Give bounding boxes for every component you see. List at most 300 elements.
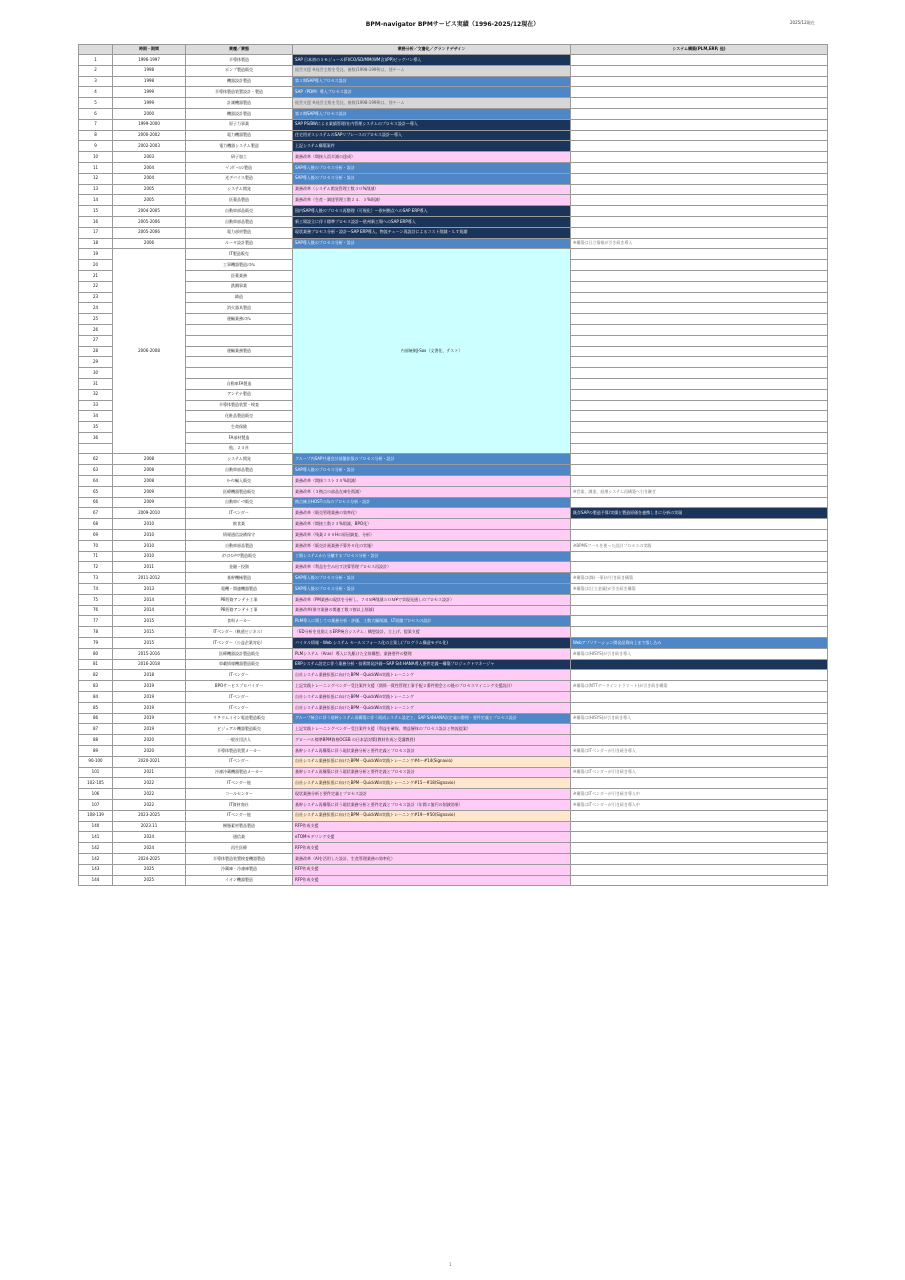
row-number: 63 xyxy=(79,465,113,476)
row-system: ※構築は(株)一事)が引き続き構築 xyxy=(571,573,828,584)
row-industry: ビジュアル機器製造販売 xyxy=(186,724,293,735)
row-number: 74 xyxy=(79,584,113,595)
row-work: RFP作成支援 xyxy=(293,875,571,886)
row-industry: 計測機器製造 xyxy=(186,98,293,109)
row-period: 2018 xyxy=(113,670,186,681)
row-industry: ｶｰﾃﾝ輸入販売 xyxy=(186,476,293,487)
row-number: 64 xyxy=(79,476,113,487)
row-work: 業務改革（システム開発管理工数３０%削減） xyxy=(293,184,571,195)
row-system xyxy=(571,184,828,195)
page-date: 2025/12現在 xyxy=(790,20,815,25)
row-period: 2024-2025 xyxy=(113,853,186,864)
table-row xyxy=(79,249,828,260)
row-number: 142 xyxy=(79,843,113,854)
row-period: 1996-1997 xyxy=(113,55,186,66)
row-industry: 車載情報機器製造販売 xyxy=(186,659,293,670)
row-industry: 冷蔵庫・冷凍庫製造 xyxy=(186,864,293,875)
row-work: 上記実践トレーニングベンダー受注案件支援（利益を確保、増益層体のプロセス設計と物流提案） xyxy=(293,724,571,735)
row-number: 66 xyxy=(79,497,113,508)
row-work: 基幹システム再構築に伴う現状業務分析と要件定義とプロセス設計（年間２億円の削減効果） xyxy=(293,799,571,810)
row-system: ※構築はITベンダーが引き続き導入中 xyxy=(571,799,828,810)
table-row xyxy=(79,173,828,184)
row-industry: 自動車FA製造 xyxy=(186,378,293,389)
table-row xyxy=(79,55,828,66)
row-work: 経営支援 ※経営全般を受託、複数(1998-1999)は、別チーム xyxy=(293,98,571,109)
row-period: 2005 xyxy=(113,195,186,206)
row-system xyxy=(571,119,828,130)
row-system xyxy=(571,875,828,886)
row-period: 2019 xyxy=(113,692,186,703)
row-industry: ITベンダー xyxy=(186,756,293,767)
row-industry: 自動車部品製造 xyxy=(186,540,293,551)
row-system xyxy=(571,530,828,541)
table-row xyxy=(79,465,828,476)
row-number: 141 xyxy=(79,832,113,843)
row-work: 工場システムから分離するプロセス分析・設計 xyxy=(293,551,571,562)
row-work: 現状業務分析と要件定義とプロセス設計 xyxy=(293,789,571,800)
row-number: 29 xyxy=(79,357,113,368)
row-industry: 原子力事業 xyxy=(186,119,293,130)
row-industry: 自動車部品製造 xyxy=(186,465,293,476)
row-number: 12 xyxy=(79,173,113,184)
row-industry: 他、２５社 xyxy=(186,443,293,454)
row-period: 2010 xyxy=(113,519,186,530)
row-period: 2021 xyxy=(113,767,186,778)
row-industry: 食料メーカー xyxy=(186,616,293,627)
row-system xyxy=(571,108,828,119)
table-row xyxy=(79,638,828,649)
table-row xyxy=(79,238,828,249)
row-industry: 半導体製造装置検査機器製造 xyxy=(186,853,293,864)
header-system: システム構築(PLM,ERP, 他) xyxy=(571,45,828,55)
row-period: 2005-2006 xyxy=(113,227,186,238)
table-row xyxy=(79,832,828,843)
row-system: 既存SAPの製造予算/実績と製造原価を連携しきに分析の実現 xyxy=(571,508,828,519)
row-work: SAP導入後のプロセス分析・設計 xyxy=(293,573,571,584)
row-system: Webアプリケーション開発品質向上まで落し込み xyxy=(571,638,828,649)
row-period: 2022 xyxy=(113,789,186,800)
page-number: 1 xyxy=(449,1262,452,1267)
row-period: 2020 xyxy=(113,735,186,746)
row-industry: ITベンダー（軌道ビジネス） xyxy=(186,627,293,638)
row-system xyxy=(571,400,828,411)
row-work: PLMシステム（Aras）導入に先駆けた全体構想、業務要件の整理 xyxy=(293,648,571,659)
table-row xyxy=(79,184,828,195)
row-industry: 再生医療 xyxy=(186,843,293,854)
row-number: 26 xyxy=(79,324,113,335)
table-row xyxy=(79,659,828,670)
row-industry xyxy=(186,357,293,368)
row-industry: 運輸業務ｼｽﾃﾑ xyxy=(186,314,293,325)
row-period: 2015 xyxy=(113,638,186,649)
row-system: ※構築は(NTTデータイントラマート)が引き続き構築 xyxy=(571,681,828,692)
row-work: 業務改革（間接コスト３０%削減） xyxy=(293,476,571,487)
row-system: ※構築はITベンダーが引き続き導入 xyxy=(571,746,828,757)
row-period: 2008 xyxy=(113,454,186,465)
row-industry: 医薬品製造 xyxy=(186,195,293,206)
row-industry: ｵﾌｨｽｲﾝﾃﾘｱ製造販売 xyxy=(186,551,293,562)
row-industry: 消火器具製造 xyxy=(186,303,293,314)
row-number: 62 xyxy=(79,454,113,465)
row-period: 2015 xyxy=(113,616,186,627)
row-period: 2014 xyxy=(113,605,186,616)
row-number: 102-105 xyxy=(79,778,113,789)
row-number: 3 xyxy=(79,76,113,87)
row-period: 2004 xyxy=(113,173,186,184)
row-system xyxy=(571,260,828,271)
row-period: 2008 xyxy=(113,465,186,476)
table-row xyxy=(79,141,828,152)
row-number: 25 xyxy=(79,314,113,325)
row-industry: 自動車ﾊﾟｰﾂ販売 xyxy=(186,497,293,508)
row-industry: 一般社団法人 xyxy=(186,735,293,746)
row-industry: 研子加工 xyxy=(186,152,293,163)
row-industry: 金融・投資 xyxy=(186,562,293,573)
row-industry: 工事機器製造ｼｽﾃﾑ xyxy=(186,260,293,271)
table-row xyxy=(79,486,828,497)
table-row xyxy=(79,454,828,465)
row-work: 自社システム業務拡張に向けたBPM－QuickWin実践トレーニング xyxy=(293,702,571,713)
row-system xyxy=(571,87,828,98)
table-row xyxy=(79,227,828,238)
table-row xyxy=(79,519,828,530)
row-period: 2024 xyxy=(113,832,186,843)
row-period: 2009 xyxy=(113,497,186,508)
row-industry: FA部材製造 xyxy=(186,432,293,443)
row-system: ※構築は(日立金属)が引き続き構築 xyxy=(571,584,828,595)
row-number: 143 xyxy=(79,864,113,875)
row-number: 10 xyxy=(79,152,113,163)
row-period: 2022 xyxy=(113,778,186,789)
row-period: 2006 xyxy=(113,238,186,249)
table-row xyxy=(79,648,828,659)
row-number: 7 xyxy=(79,119,113,130)
row-system: ※営業、調達、経理システム再構築へ引き継ぎ xyxy=(571,486,828,497)
row-industry: 医薬業務 xyxy=(186,270,293,281)
row-industry: PB管路アンテナ工事 xyxy=(186,605,293,616)
table-row xyxy=(79,724,828,735)
row-number: 77 xyxy=(79,616,113,627)
row-period: 1998 xyxy=(113,76,186,87)
row-industry: 医療機器設計製造販売 xyxy=(186,648,293,659)
row-work: 自社システム業務拡張に向けたBPM－QuickWin実践トレーニング xyxy=(293,670,571,681)
row-system: ※BPMSツールを使った設計プロセスの実践 xyxy=(571,540,828,551)
row-number: 34 xyxy=(79,411,113,422)
row-industry: ITベンダー他 xyxy=(186,810,293,821)
row-number: 79 xyxy=(79,638,113,649)
table-row xyxy=(79,789,828,800)
row-industry: ITベンダー xyxy=(186,670,293,681)
table-row xyxy=(79,843,828,854)
table-row xyxy=(79,864,828,875)
row-period: 2010 xyxy=(113,530,186,541)
row-system xyxy=(571,443,828,454)
row-number: 28 xyxy=(79,346,113,357)
row-period: 2000-2002 xyxy=(113,130,186,141)
row-industry: 樹脂素材製品製造 xyxy=(186,821,293,832)
row-system xyxy=(571,422,828,433)
row-work: RFP作成支援 xyxy=(293,864,571,875)
table-row xyxy=(79,670,828,681)
row-number: 84 xyxy=(79,692,113,703)
row-work: 業務改革（残業２００Hの原因調査、分析） xyxy=(293,530,571,541)
row-system xyxy=(571,497,828,508)
row-number: 108-139 xyxy=(79,810,113,821)
row-work: 業務改革(保守業務の関連工数３割以上削減) xyxy=(293,605,571,616)
row-work: SAP導入後のプロセス分析・設計 xyxy=(293,173,571,184)
row-number: 35 xyxy=(79,422,113,433)
row-system xyxy=(571,303,828,314)
row-industry: 半導体製造 xyxy=(186,55,293,66)
row-system xyxy=(571,55,828,66)
row-number: 75 xyxy=(79,594,113,605)
row-work: SAP PS/BWによる業績管理/社内管理システムのプロセス設計～導入 xyxy=(293,119,571,130)
row-system xyxy=(571,616,828,627)
block-period: 2006-2008 xyxy=(113,249,186,454)
row-industry: PB管路アンテナ工事 xyxy=(186,594,293,605)
row-work: 第１期SAP導入プロセス設計 xyxy=(293,76,571,87)
row-period: 2025 xyxy=(113,875,186,886)
table-row xyxy=(79,702,828,713)
table-row xyxy=(79,605,828,616)
table-row xyxy=(79,627,828,638)
row-period: 1999 xyxy=(113,98,186,109)
row-work: 新工場設立に伴う標準プロセス設計～欧州新工場へのSAP ERP導入 xyxy=(293,216,571,227)
row-number: 11 xyxy=(79,162,113,173)
row-industry: 電力機器システム製造 xyxy=(186,141,293,152)
row-work: バイタル情報・Web システム セールスフォース化の立案し(プログラム構造モデル化) xyxy=(293,638,571,649)
row-industry: 半導体製造装置・検査 xyxy=(186,400,293,411)
row-industry: ﾍﾟﾝﾀﾞｰﾐｼﾝ製造 xyxy=(186,162,293,173)
row-industry: 電力機器製造 xyxy=(186,130,293,141)
row-system xyxy=(571,594,828,605)
table-row xyxy=(79,76,828,87)
row-number xyxy=(79,443,113,454)
row-number: 16 xyxy=(79,216,113,227)
row-period: 2009 xyxy=(113,486,186,497)
row-industry: 情報通信設備保守 xyxy=(186,530,293,541)
row-industry: 半導体製造装置設計・製造 xyxy=(186,87,293,98)
row-number: 18 xyxy=(79,238,113,249)
row-industry: ルータ設計製造 xyxy=(186,238,293,249)
row-system xyxy=(571,314,828,325)
row-period: 2011-2012 xyxy=(113,573,186,584)
row-industry: ポンプ製造販売 xyxy=(186,65,293,76)
row-number: 80 xyxy=(79,648,113,659)
row-system xyxy=(571,432,828,443)
table-row xyxy=(79,65,828,76)
row-industry xyxy=(186,368,293,379)
row-system xyxy=(571,702,828,713)
row-work: 上記システム構築案件 xyxy=(293,141,571,152)
row-work: SAP導入後のプロセス分析・設計 xyxy=(293,162,571,173)
row-industry: 冷凍冷蔵機器製造メーカー xyxy=(186,767,293,778)
table-row xyxy=(79,616,828,627)
row-period: 2023-2025 xyxy=(113,810,186,821)
row-industry: ITベンダー（公益企業対応） xyxy=(186,638,293,649)
row-industry: 医療機器製造販売 xyxy=(186,486,293,497)
row-system xyxy=(571,756,828,767)
row-work: 自社システム業務拡張に向けたBPM－QuickWin実践トレーニング#15～#18(Signavio) xyxy=(293,778,571,789)
row-period: 2008 xyxy=(113,476,186,487)
row-system xyxy=(571,627,828,638)
jsox-block: 内部統制J-Sox（文書化、テスト） xyxy=(293,249,571,454)
table-row xyxy=(79,216,828,227)
table-row xyxy=(79,767,828,778)
row-period: 2015-2016 xyxy=(113,648,186,659)
row-system xyxy=(571,562,828,573)
header-no xyxy=(79,45,113,55)
table-row xyxy=(79,108,828,119)
table-row xyxy=(79,875,828,886)
row-system xyxy=(571,130,828,141)
row-system xyxy=(571,357,828,368)
row-work: SAP（PDM）導入プロセス設計 xyxy=(293,87,571,98)
row-system xyxy=(571,389,828,400)
row-period: 2004 xyxy=(113,162,186,173)
table-row xyxy=(79,799,828,810)
table-row xyxy=(79,810,828,821)
row-work: ERPシステム設定に伴う業務分析・技術開発評価～SAP S/4 HANA導入要件定義～構築プロジェクトマネージャ xyxy=(293,659,571,670)
row-system xyxy=(571,281,828,292)
row-system xyxy=(571,735,828,746)
row-number: 15 xyxy=(79,206,113,217)
row-work: グループ統合に伴う基幹システム再構築に伴う既成システム設定と、SAP S/4HANA次定義の整理・要件定義とプロセス設計 xyxy=(293,713,571,724)
row-number: 21 xyxy=(79,270,113,281)
row-period: 2010 xyxy=(113,540,186,551)
table-row xyxy=(79,853,828,864)
row-period: 2020 xyxy=(113,746,186,757)
row-system xyxy=(571,292,828,303)
row-work: 業務改革（AIを活用した設計、生産管理業務の効率化） xyxy=(293,853,571,864)
row-work: SAP 日本初の５モジュール(FI/CO/SD/MM(WM含)/PP)ビッグバン導入 xyxy=(293,55,571,66)
row-industry: IT製造販売 xyxy=(186,249,293,260)
row-industry: 自動車部品製造 xyxy=(186,216,293,227)
row-period: 2023.11 xyxy=(113,821,186,832)
row-system xyxy=(571,476,828,487)
table-row xyxy=(79,746,828,757)
row-number: 85 xyxy=(79,702,113,713)
row-work: 基幹システム再構築に伴う現状業務分析と要件定義とプロセス設計 xyxy=(293,746,571,757)
table-row xyxy=(79,162,828,173)
row-period: 2024 xyxy=(113,843,186,854)
row-system xyxy=(571,368,828,379)
row-system xyxy=(571,206,828,217)
row-work: 現状業務プロセス分析・設計～SAP ERP導入、物流チェーン再設計によるコスト削減・ＬＴ短縮 xyxy=(293,227,571,238)
row-industry: BPOサービスプロバイダー xyxy=(186,681,293,692)
row-number: 144 xyxy=(79,875,113,886)
row-work: 業務改革（生産・調達管理工数２４．５%削減） xyxy=(293,195,571,206)
row-number: 106 xyxy=(79,789,113,800)
row-system xyxy=(571,605,828,616)
row-number: 31 xyxy=(79,378,113,389)
table-row xyxy=(79,573,828,584)
row-industry: ITベンダー xyxy=(186,508,293,519)
row-period: 2000 xyxy=(113,108,186,119)
row-number: 6 xyxy=(79,108,113,119)
row-industry xyxy=(186,335,293,346)
row-number: 142 xyxy=(79,853,113,864)
row-work: eTOMモデリング支援 xyxy=(293,832,571,843)
row-system xyxy=(571,551,828,562)
row-industry: 鉄鋼事業 xyxy=(186,281,293,292)
row-system xyxy=(571,843,828,854)
row-work: 基幹システム再構築に伴う現状業務分析と要件定義とプロセス設計 xyxy=(293,767,571,778)
row-work: 自社システム業務拡張に向けたBPM－QuickWin実践トレーニング#19～#50(Signavio) xyxy=(293,810,571,821)
row-number: 78 xyxy=(79,627,113,638)
row-number: 107 xyxy=(79,799,113,810)
row-system xyxy=(571,324,828,335)
row-period: 2002-2003 xyxy=(113,141,186,152)
row-number: 72 xyxy=(79,562,113,573)
row-system xyxy=(571,378,828,389)
row-system xyxy=(571,670,828,681)
row-number: 33 xyxy=(79,400,113,411)
table-row xyxy=(79,713,828,724)
row-number: 69 xyxy=(79,530,113,541)
row-system xyxy=(571,821,828,832)
row-industry: アンテナ製造 xyxy=(186,389,293,400)
row-period: 2019 xyxy=(113,724,186,735)
header-work: 業務分析／文書化／グランドデザイン xyxy=(293,45,571,55)
row-period: 2022 xyxy=(113,799,186,810)
row-period: 1999-2000 xyxy=(113,119,186,130)
row-industry: 半導体製造装置メーカー xyxy=(186,746,293,757)
row-work: 経営支援 ※経営全般を受託、複数(1998-1999)は、別チーム xyxy=(293,65,571,76)
table-row xyxy=(79,594,828,605)
row-number: 1 xyxy=(79,55,113,66)
table-row xyxy=(79,821,828,832)
row-number: 14 xyxy=(79,195,113,206)
row-number: 5 xyxy=(79,98,113,109)
table-row xyxy=(79,778,828,789)
row-system xyxy=(571,778,828,789)
row-number: 87 xyxy=(79,724,113,735)
row-system xyxy=(571,411,828,422)
row-industry: 機器設計製造 xyxy=(186,76,293,87)
row-industry: リチウムイオン電池製造販売 xyxy=(186,713,293,724)
row-system xyxy=(571,98,828,109)
row-work: RFP作成支援 xyxy=(293,821,571,832)
row-industry: 飲食業 xyxy=(186,519,293,530)
row-industry: システム開発 xyxy=(186,184,293,195)
row-system xyxy=(571,454,828,465)
row-system: ※構築は(HISYS)が引き続き導入 xyxy=(571,713,828,724)
row-industry: システム開発 xyxy=(186,454,293,465)
table-row xyxy=(79,530,828,541)
row-number: 27 xyxy=(79,335,113,346)
row-period: 1998 xyxy=(113,65,186,76)
row-period: 2020-2021 xyxy=(113,756,186,767)
row-number: 4 xyxy=(79,87,113,98)
row-number: 23 xyxy=(79,292,113,303)
row-work: SAP導入後のプロセス分析・設計 xyxy=(293,584,571,595)
row-system xyxy=(571,810,828,821)
row-number: 9 xyxy=(79,141,113,152)
row-work: PLM導入に関しての業務分析・評価、工数大幅削減、LT短縮プロセスの設計 xyxy=(293,616,571,627)
row-work: 第２期SAP導入プロセス設計 xyxy=(293,108,571,119)
row-number: 89 xyxy=(79,746,113,757)
header-period: 時期・期間 xyxy=(113,45,186,55)
row-number: 81 xyxy=(79,659,113,670)
row-work: 業務改革（利益を生み出す決算管理プロセス再設計） xyxy=(293,562,571,573)
row-work: 業務改革（販売管理業務の効率化） xyxy=(293,508,571,519)
table-row xyxy=(79,195,828,206)
row-period: 2003 xyxy=(113,152,186,163)
table-row xyxy=(79,540,828,551)
row-period: 2016-2018 xyxy=(113,659,186,670)
row-period: 2004-2005 xyxy=(113,206,186,217)
